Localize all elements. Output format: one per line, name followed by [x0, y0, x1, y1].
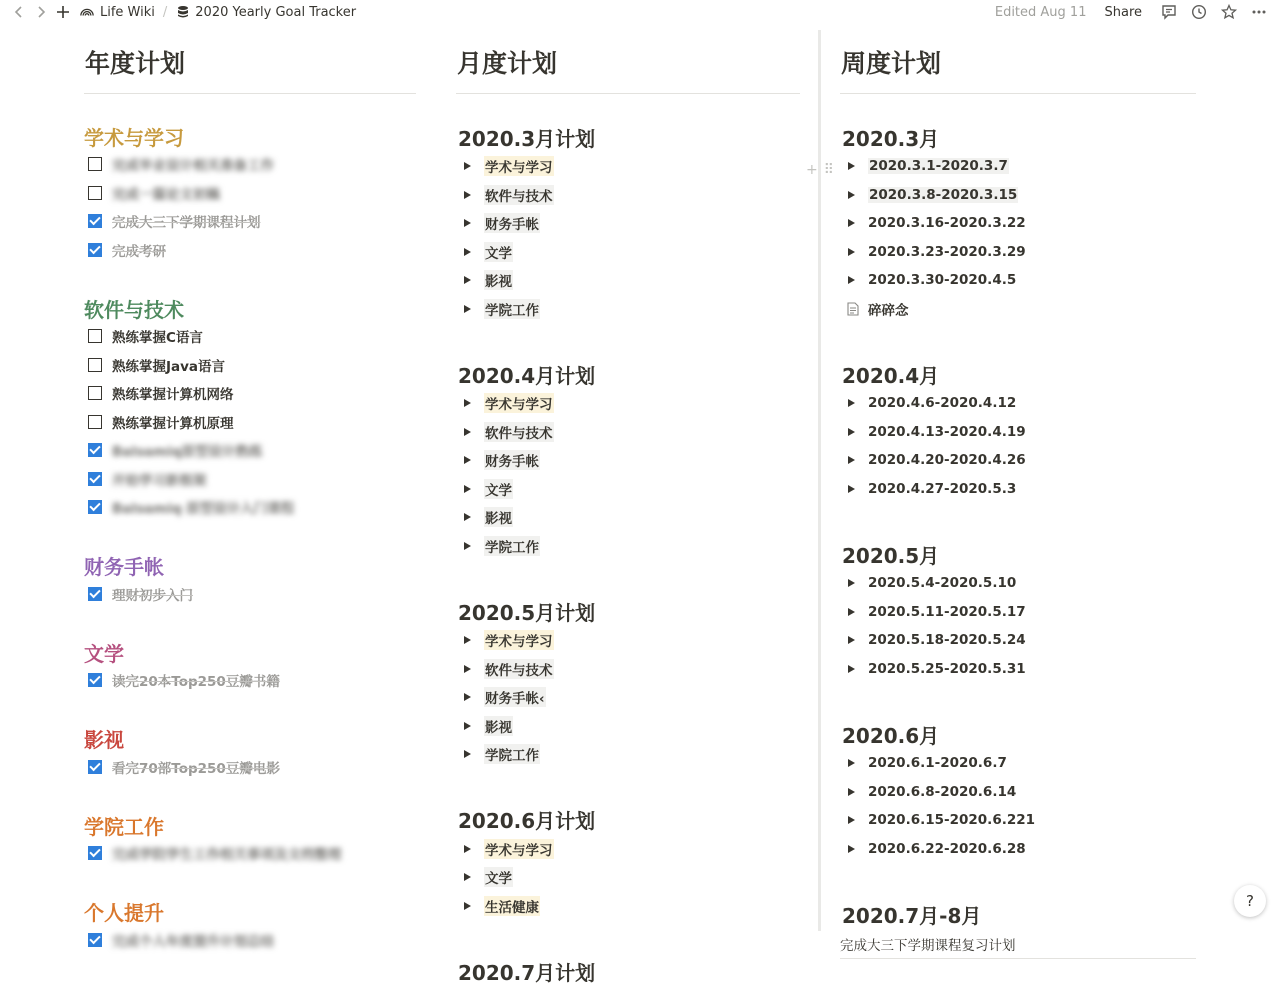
- todo-text: 完成毕业设计相关准备工作: [112, 158, 274, 175]
- todo-item[interactable]: [84, 666, 416, 695]
- toggle-label: 财务手帐: [484, 450, 540, 470]
- toggle-item[interactable]: [456, 532, 800, 561]
- toggle-triangle-icon[interactable]: [848, 665, 855, 673]
- toggle-triangle-icon[interactable]: [464, 428, 471, 436]
- section-heading-academic: 学术与学习: [84, 125, 184, 150]
- todo-text: 完成考研: [112, 243, 166, 260]
- toggle-triangle-icon[interactable]: [848, 456, 855, 464]
- week-toggle-item[interactable]: [840, 418, 1196, 447]
- todo-text: 熟练掌握计算机网络: [112, 387, 234, 404]
- section-heading-college: 学院工作: [84, 814, 164, 839]
- toggle-triangle-icon[interactable]: [464, 750, 471, 758]
- toggle-label: 2020.5.18-2020.5.24: [868, 632, 1026, 649]
- week-month-heading: 2020.7月-8月: [842, 903, 982, 928]
- toggle-triangle-icon[interactable]: [464, 693, 471, 701]
- toggle-label: 学术与学习: [484, 393, 554, 413]
- section-heading-software: 软件与技术: [84, 297, 184, 322]
- toggle-label: 财务手帐: [484, 213, 540, 233]
- toggle-triangle-icon[interactable]: [464, 513, 471, 521]
- checkbox[interactable]: [88, 186, 102, 200]
- todo-text: 理财初步入门: [112, 587, 193, 604]
- toggle-triangle-icon[interactable]: [848, 816, 855, 824]
- toggle-item[interactable]: [456, 712, 800, 741]
- block-handle[interactable]: [806, 162, 834, 178]
- text-block[interactable]: [840, 929, 1196, 959]
- toggle-triangle-icon[interactable]: [848, 485, 855, 493]
- week-month-heading: 2020.5月: [842, 543, 940, 568]
- toggle-label: 生活健康: [484, 896, 540, 916]
- breadcrumb-separator: /: [162, 4, 168, 20]
- toggle-triangle-icon[interactable]: [848, 845, 855, 853]
- toggle-label: 2020.3.1-2020.3.7: [869, 158, 1008, 175]
- toggle-item[interactable]: [456, 238, 800, 267]
- toggle-label: 学术与学习: [484, 630, 554, 650]
- todo-text: 完成个人年度提升计划总结: [112, 933, 274, 950]
- todo-text: Balsamiq 原型设计入门课程: [112, 501, 295, 518]
- star-icon[interactable]: [1216, 0, 1242, 24]
- toggle-item[interactable]: [456, 683, 800, 712]
- checkbox[interactable]: [88, 358, 102, 372]
- edited-timestamp: Edited Aug 11: [994, 4, 1087, 20]
- todo-item[interactable]: [84, 379, 416, 408]
- breadcrumb-workspace[interactable]: Life Wiki: [100, 4, 155, 20]
- toggle-label: 2020.4.6-2020.4.12: [868, 395, 1017, 412]
- week-toggle-item[interactable]: [840, 181, 1196, 210]
- toggle-label: 2020.4.20-2020.4.26: [868, 452, 1026, 469]
- todo-text: 看完70部Top250豆瓣电影: [112, 760, 280, 777]
- weekly-plan-column: [840, 30, 1196, 959]
- week-toggle-item[interactable]: [840, 475, 1196, 504]
- toggle-label: 学术与学习: [484, 839, 554, 859]
- week-toggle-item[interactable]: [840, 626, 1196, 655]
- toggle-item[interactable]: [456, 475, 800, 504]
- toggle-label: 碎碎念: [868, 302, 909, 319]
- monthly-plan-title: 月度计划: [456, 30, 800, 94]
- toggle-label: 影视: [484, 270, 513, 290]
- toggle-label: 软件与技术: [484, 422, 554, 442]
- monthly-plan-column: [456, 30, 800, 986]
- toggle-label: 学院工作: [484, 299, 540, 319]
- forward-arrow-icon[interactable]: [30, 1, 52, 23]
- toggle-label: 软件与技术: [484, 659, 554, 679]
- todo-text: 读完20本Top250豆瓣书籍: [112, 674, 280, 691]
- week-toggle-item[interactable]: [840, 446, 1196, 475]
- todo-text: 完成一篇论文初稿: [112, 186, 220, 203]
- toggle-label: 财务手帐‹: [484, 687, 546, 707]
- monthly-sections: [456, 122, 800, 986]
- toggle-item[interactable]: [456, 446, 800, 475]
- checkbox[interactable]: [88, 386, 102, 400]
- todo-item[interactable]: [84, 839, 416, 868]
- toggle-item[interactable]: [456, 152, 800, 181]
- toggle-label: 2020.6.22-2020.6.28: [868, 840, 1026, 857]
- toggle-label: 2020.5.11-2020.5.17: [868, 603, 1026, 620]
- week-toggle-item[interactable]: [840, 655, 1196, 684]
- toggle-label: 2020.6.1-2020.6.7: [868, 755, 1007, 772]
- toggle-triangle-icon[interactable]: [464, 845, 471, 853]
- todo-item[interactable]: [84, 926, 416, 955]
- toggle-triangle-icon[interactable]: [848, 276, 855, 284]
- toggle-label: 学院工作: [484, 536, 540, 556]
- todo-item[interactable]: [84, 465, 416, 494]
- todo-item[interactable]: [84, 236, 416, 265]
- month-heading: 2020.5月计划: [458, 600, 596, 625]
- toggle-label: 2020.5.25-2020.5.31: [868, 660, 1026, 677]
- toggle-triangle-icon[interactable]: [848, 608, 855, 616]
- section-heading-film: 影视: [84, 728, 124, 752]
- checkbox[interactable]: [88, 157, 102, 171]
- toggle-item[interactable]: [456, 892, 800, 921]
- nav-controls: [0, 1, 356, 23]
- checked-checkbox[interactable]: [88, 846, 102, 860]
- todo-item[interactable]: [84, 753, 416, 782]
- checked-checkbox[interactable]: [88, 760, 102, 774]
- weekly-sections: [840, 122, 1196, 959]
- week-toggle-item[interactable]: [840, 569, 1196, 598]
- share-button[interactable]: Share: [1104, 4, 1142, 20]
- todo-item[interactable]: [84, 408, 416, 437]
- toggle-label: 2020.5.4-2020.5.10: [868, 575, 1017, 592]
- toggle-item[interactable]: [456, 835, 800, 864]
- checked-checkbox[interactable]: [88, 587, 102, 601]
- toggle-triangle-icon[interactable]: [848, 162, 855, 170]
- toggle-triangle-icon[interactable]: [464, 162, 471, 170]
- week-month-heading: 2020.6月: [842, 723, 940, 748]
- section-heading-literature: 文学: [84, 641, 124, 666]
- breadcrumb-page[interactable]: 2020 Yearly Goal Tracker: [195, 4, 357, 20]
- toggle-item[interactable]: [456, 295, 800, 324]
- toggle-triangle-icon[interactable]: [848, 636, 855, 644]
- checkbox[interactable]: [88, 415, 102, 429]
- week-toggle-item[interactable]: [840, 238, 1196, 267]
- todo-text: 熟练掌握C语言: [112, 330, 203, 347]
- toggle-triangle-icon[interactable]: [848, 428, 855, 436]
- todo-text: 熟练掌握Java语言: [112, 358, 226, 375]
- toggle-triangle-icon[interactable]: [848, 399, 855, 407]
- week-toggle-item[interactable]: [840, 749, 1196, 778]
- todo-item[interactable]: [84, 150, 416, 179]
- toggle-label: 学术与学习: [484, 156, 554, 176]
- todo-text: 完成学院学生工作相关事项及文档整理: [112, 847, 342, 864]
- toggle-triangle-icon[interactable]: [464, 902, 471, 910]
- toggle-label: 影视: [484, 507, 513, 527]
- page-link[interactable]: [840, 295, 1196, 324]
- toggle-label: 2020.3.30-2020.4.5: [868, 272, 1017, 289]
- toggle-triangle-icon[interactable]: [464, 636, 471, 644]
- toggle-item[interactable]: [456, 503, 800, 532]
- topbar-actions: [995, 0, 1272, 24]
- toggle-triangle-icon[interactable]: [464, 399, 471, 407]
- section-heading-finance: 财务手帐: [84, 555, 164, 579]
- checked-checkbox[interactable]: [88, 673, 102, 687]
- weekly-plan-title: 周度计划: [840, 30, 1196, 94]
- toggle-triangle-icon[interactable]: [848, 191, 855, 199]
- toggle-label: 2020.6.15-2020.6.221: [868, 812, 1036, 829]
- month-heading: 2020.6月计划: [458, 809, 596, 833]
- database-icon: [175, 1, 191, 23]
- week-month-heading: 2020.4月: [842, 363, 940, 388]
- toggle-triangle-icon[interactable]: [464, 665, 471, 673]
- toggle-item[interactable]: [456, 181, 800, 210]
- toggle-item[interactable]: [456, 209, 800, 238]
- week-toggle-item[interactable]: [840, 778, 1196, 807]
- back-arrow-icon[interactable]: [8, 1, 30, 23]
- todo-text: 完成大三下学期课程计划: [112, 215, 261, 232]
- month-heading: 2020.7月计划: [458, 960, 596, 985]
- toggle-label: 文学: [484, 867, 513, 887]
- week-toggle-item[interactable]: [840, 266, 1196, 295]
- week-toggle-item[interactable]: [840, 152, 1196, 181]
- toggle-triangle-icon[interactable]: [464, 191, 471, 199]
- toggle-item[interactable]: [456, 266, 800, 295]
- toggle-triangle-icon[interactable]: [848, 219, 855, 227]
- toggle-item[interactable]: [456, 655, 800, 684]
- todo-item[interactable]: [84, 322, 416, 351]
- checked-checkbox[interactable]: [88, 214, 102, 228]
- breadcrumb: [78, 1, 356, 23]
- todo-text: 熟练掌握计算机原理: [112, 415, 234, 432]
- week-toggle-item[interactable]: [840, 598, 1196, 627]
- toggle-label: 2020.4.13-2020.4.19: [868, 423, 1026, 440]
- toggle-label: 文学: [484, 479, 513, 499]
- toggle-triangle-icon[interactable]: [464, 485, 471, 493]
- yearly-sections: [84, 122, 416, 954]
- toggle-item[interactable]: [456, 389, 800, 418]
- week-toggle-item[interactable]: [840, 806, 1196, 835]
- toggle-triangle-icon[interactable]: [464, 305, 471, 313]
- plus-icon[interactable]: [52, 1, 74, 23]
- comment-icon[interactable]: [1156, 0, 1182, 24]
- todo-item[interactable]: [84, 580, 416, 609]
- todo-item[interactable]: [84, 493, 416, 522]
- toggle-label: 软件与技术: [484, 185, 554, 205]
- yearly-plan-title: 年度计划: [84, 30, 416, 94]
- more-options-icon[interactable]: [1246, 0, 1272, 24]
- toggle-label: 2020.3.16-2020.3.22: [868, 215, 1026, 232]
- toggle-triangle-icon[interactable]: [848, 248, 855, 256]
- yearly-plan-column: [84, 30, 416, 954]
- toggle-label: 2020.6.8-2020.6.14: [868, 783, 1017, 800]
- month-heading: 2020.4月计划: [458, 363, 596, 388]
- toggle-triangle-icon[interactable]: [464, 456, 471, 464]
- toggle-triangle-icon[interactable]: [464, 219, 471, 227]
- todo-item[interactable]: [84, 207, 416, 236]
- todo-text: 开始学习新框架: [112, 472, 207, 489]
- week-toggle-item[interactable]: [840, 835, 1196, 864]
- section-heading-personal: 个人提升: [84, 901, 164, 925]
- toggle-triangle-icon[interactable]: [464, 276, 471, 284]
- add-block-icon[interactable]: +: [806, 162, 818, 178]
- toggle-triangle-icon[interactable]: [848, 759, 855, 767]
- month-heading: 2020.3月计划: [458, 126, 596, 151]
- page-icon: [847, 302, 859, 316]
- checked-checkbox[interactable]: [88, 443, 102, 457]
- toggle-triangle-icon[interactable]: [464, 248, 471, 256]
- toggle-triangle-icon[interactable]: [848, 579, 855, 587]
- toggle-label: 学院工作: [484, 744, 540, 764]
- toggle-label: 影视: [484, 716, 513, 736]
- toggle-triangle-icon[interactable]: [464, 722, 471, 730]
- checkbox[interactable]: [88, 329, 102, 343]
- checked-checkbox[interactable]: [88, 933, 102, 947]
- toggle-triangle-icon[interactable]: [464, 542, 471, 550]
- todo-item[interactable]: [84, 436, 416, 465]
- todo-item[interactable]: [84, 351, 416, 380]
- checked-checkbox[interactable]: [88, 472, 102, 486]
- help-button[interactable]: ?: [1234, 885, 1266, 917]
- toggle-label: 2020.3.8-2020.3.15: [869, 186, 1018, 203]
- toggle-item[interactable]: [456, 418, 800, 447]
- toggle-triangle-icon[interactable]: [464, 873, 471, 881]
- toggle-label: 2020.4.27-2020.5.3: [868, 480, 1017, 497]
- topbar: [0, 0, 1280, 24]
- history-clock-icon[interactable]: [1186, 0, 1212, 24]
- toggle-item[interactable]: [456, 740, 800, 769]
- toggle-label: 文学: [484, 242, 513, 262]
- checked-checkbox[interactable]: [88, 500, 102, 514]
- toggle-item[interactable]: [456, 863, 800, 892]
- week-toggle-item[interactable]: [840, 209, 1196, 238]
- drag-handle-icon[interactable]: ⠿: [823, 162, 834, 178]
- toggle-label: 2020.3.23-2020.3.29: [868, 243, 1026, 260]
- week-month-heading: 2020.3月: [842, 126, 940, 151]
- checked-checkbox[interactable]: [88, 243, 102, 257]
- text-content: 完成大三下学期课程复习计划: [840, 937, 1016, 954]
- toggle-item[interactable]: [456, 626, 800, 655]
- todo-text: Balsamiq原型设计熟练: [112, 444, 263, 461]
- week-toggle-item[interactable]: [840, 389, 1196, 418]
- todo-item[interactable]: [84, 179, 416, 208]
- rainbow-icon: [78, 1, 96, 23]
- toggle-triangle-icon[interactable]: [848, 788, 855, 796]
